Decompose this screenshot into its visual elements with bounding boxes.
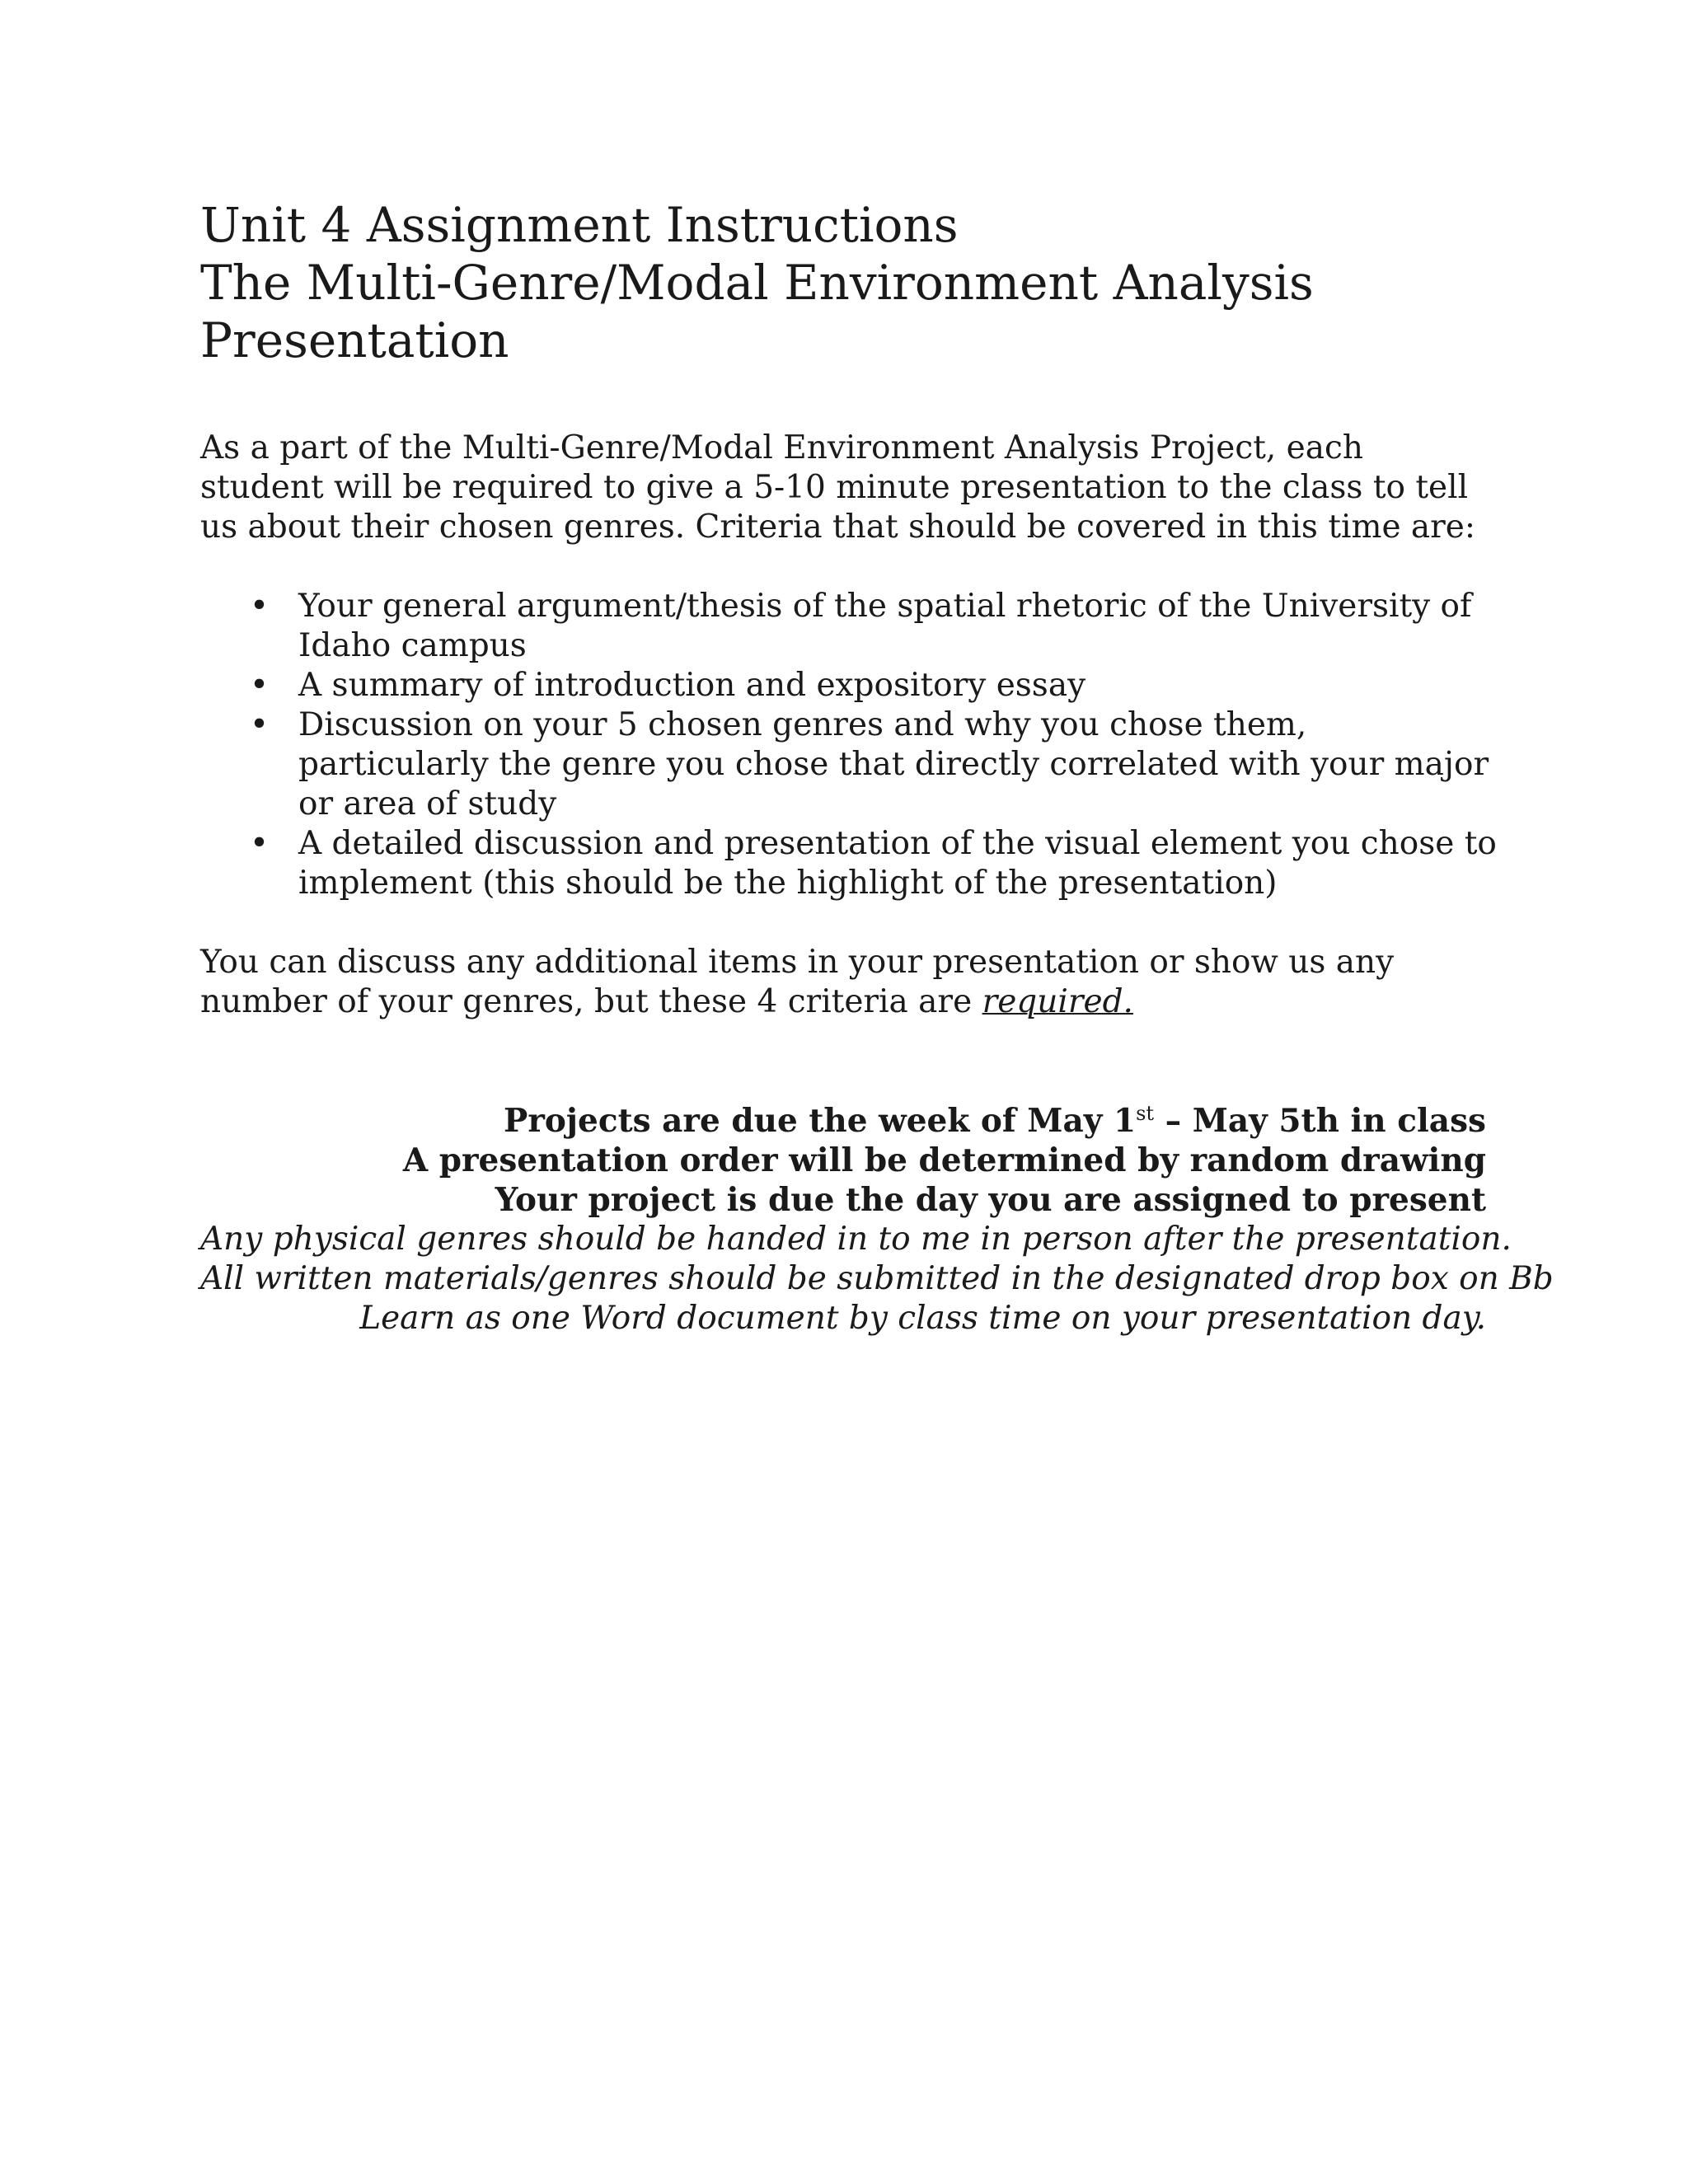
document-title: [200, 196, 1486, 369]
bullet-icon: •: [250, 706, 270, 743]
criteria-text: A detailed discussion and presentation of the visual element you chose to implement (this should be the highlight of the presentation): [298, 825, 1497, 902]
written-materials-line: All written materials/genres should be submitted in the designated drop box on Bb: [200, 1260, 1554, 1297]
bullet-icon: •: [250, 667, 270, 704]
criteria-item-thesis: [200, 587, 1502, 666]
criteria-item-genres: [200, 705, 1502, 824]
criteria-item-visual: [200, 824, 1502, 903]
presentation-order-line: A presentation order will be determined by random drawing: [402, 1141, 1486, 1179]
word-document-line: Learn as one Word document by class time on your presentation day.: [359, 1300, 1486, 1337]
criteria-item-summary: [200, 666, 1502, 705]
bullet-icon: •: [250, 588, 270, 625]
document-page: [200, 196, 1554, 1338]
closing-paragraph: [200, 943, 1486, 1022]
criteria-text: A summary of introduction and expository essay: [298, 667, 1086, 704]
project-due-line: Your project is due the day you are assigned to present: [495, 1181, 1486, 1219]
due-date-block: [200, 1101, 1554, 1338]
due-week-text: Projects are due the week of May 1: [504, 1102, 1137, 1140]
required-emphasis: required.: [982, 983, 1133, 1020]
intro-paragraph: As a part of the Multi-Genre/Modal Environment Analysis Project, each student will be required to give a 5-10 minute presentation to the class to tell us about their chosen genres. Criteria that should be covered in this time are:: [200, 429, 1476, 546]
physical-genres-line: Any physical genres should be handed in to me in person after the presentation.: [200, 1221, 1512, 1258]
due-week-line: [200, 1101, 1486, 1141]
title-line-1: Unit 4 Assignment Instructions: [200, 197, 959, 253]
due-week-range: – May 5th in class: [1154, 1102, 1486, 1140]
ordinal-suffix: st: [1136, 1102, 1155, 1125]
criteria-list: [200, 587, 1497, 903]
bullet-icon: •: [250, 825, 270, 862]
title-line-3: Presentation: [200, 312, 509, 368]
closing-text: You can discuss any additional items in your presentation or show us any number of your genres, but these 4 criteria are: [200, 944, 1395, 1020]
title-line-2: The Multi-Genre/Modal Environment Analysis: [200, 255, 1314, 311]
criteria-text: Discussion on your 5 chosen genres and why you chose them, particularly the genre you chose that directly correlated with your major or area of study: [298, 706, 1489, 823]
criteria-text: Your general argument/thesis of the spatial rhetoric of the University of Idaho campus: [298, 588, 1472, 664]
